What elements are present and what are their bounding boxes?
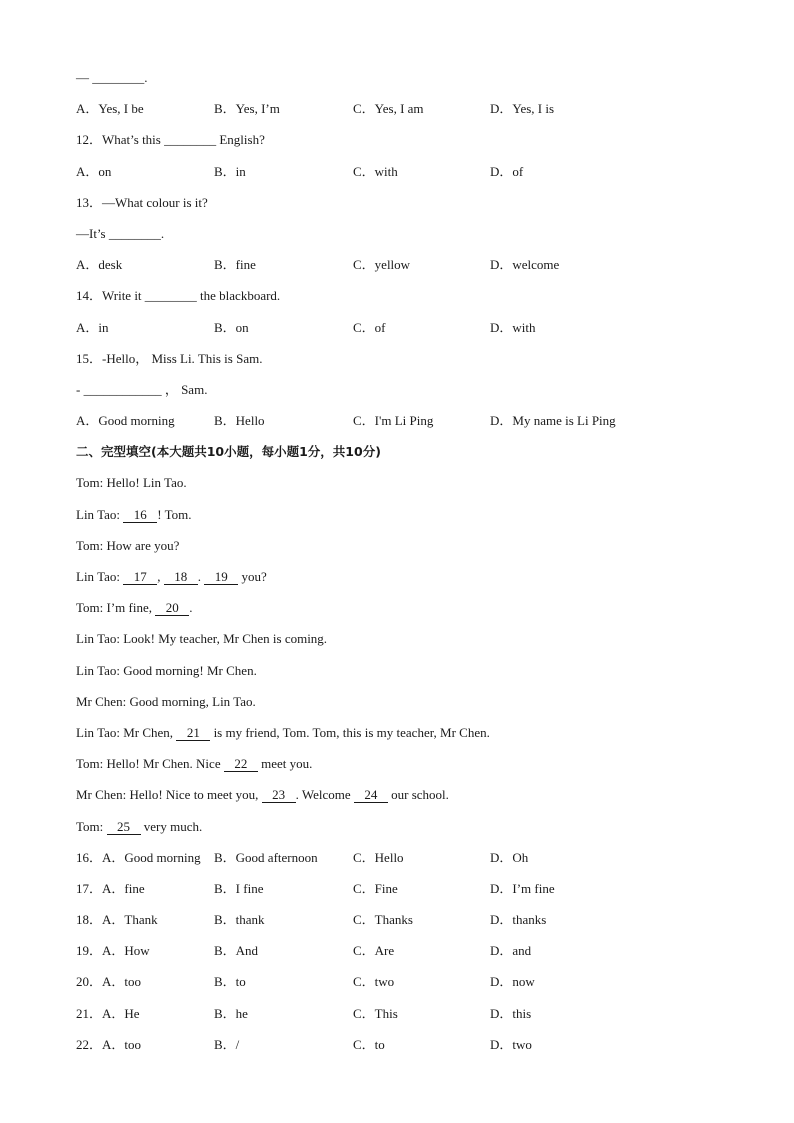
options-row [76, 998, 756, 1029]
option-b: B．Good afternoon [214, 849, 318, 865]
option-b: B．Yes, I’m [214, 101, 280, 117]
options-row [76, 966, 756, 997]
option-c: C．with [353, 163, 398, 179]
dialogue-text: ! Tom. [157, 506, 192, 522]
dialogue-line [76, 717, 756, 748]
dialogue-text: Tom: [76, 818, 107, 834]
blank-number: 18 [164, 570, 198, 585]
blank-number: 25 [107, 820, 141, 835]
option-d: D．two [490, 1036, 532, 1052]
option-b: B．to [214, 974, 246, 990]
option-c: C．two [353, 974, 395, 990]
dialogue-text: is my friend, Tom. Tom, this is my teacher, Mr Chen. [210, 724, 490, 740]
text-line: 14．Write it ________ the blackboard. [76, 288, 281, 304]
option-c: C．yellow [353, 257, 411, 273]
blank-number: 16 [123, 508, 157, 523]
option-c: C．Yes, I am [353, 101, 424, 117]
option-a: A．desk [76, 257, 123, 273]
option-d: D．Yes, I is [490, 101, 555, 117]
options-row [76, 842, 756, 873]
option-d: D．this [490, 1005, 532, 1021]
option-a: 19．A．How [76, 943, 150, 959]
option-b: B．fine [214, 257, 256, 273]
option-b: B．/ [214, 1036, 240, 1052]
blank-number: 21 [176, 726, 210, 741]
dialogue-text: you? [238, 569, 267, 584]
dialogue-text: Mr Chen: Hello! Nice to meet you, [76, 787, 262, 803]
options-row [76, 405, 756, 436]
option-c: C．Are [353, 943, 395, 959]
dialogue-text: . [189, 600, 193, 616]
option-a: 21．A．He [76, 1005, 140, 1021]
options-row [76, 249, 756, 280]
option-d: D．and [490, 943, 532, 959]
dialogue-line [76, 811, 756, 842]
text-line: Mr Chen: Good morning, Lin Tao. [76, 693, 256, 709]
dialogue-line [76, 561, 756, 592]
options-row [76, 1029, 756, 1060]
text-line: Tom: Hello! Lin Tao. [76, 475, 187, 491]
option-b: B．in [214, 163, 246, 179]
options-row [76, 93, 756, 124]
option-d: D．My name is Li Ping [490, 413, 616, 429]
option-c: C．of [353, 319, 386, 335]
option-c: C．Fine [353, 880, 398, 896]
text-line: 15．-Hello， Miss Li. This is Sam. [76, 350, 263, 366]
text-line: Tom: How are you? [76, 537, 180, 553]
dialogue-text: our school. [387, 787, 449, 803]
dialogue-line [76, 499, 756, 530]
option-a: A．Good morning [76, 413, 175, 429]
dialogue-text: Tom: Hello! Mr Chen. Nice [76, 756, 224, 772]
option-b: B．I fine [214, 880, 264, 896]
blank-number: 17 [123, 570, 157, 585]
option-d: D．thanks [490, 912, 547, 928]
option-a: A．Yes, I be [76, 101, 144, 117]
options-row [76, 935, 756, 966]
option-c: C．Hello [353, 849, 404, 865]
options-row [76, 904, 756, 935]
dialogue-line [76, 779, 756, 810]
options-row [76, 312, 756, 343]
option-b: B．thank [214, 912, 265, 928]
dialogue-text: . Welcome [295, 787, 354, 803]
blank-number: 22 [224, 757, 258, 772]
option-d: D．now [490, 974, 535, 990]
option-a: A．in [76, 319, 109, 335]
text-line: 13．—What colour is it? [76, 194, 208, 210]
option-a: 22．A．too [76, 1036, 142, 1052]
dialogue-text: . [197, 569, 205, 584]
option-c: C．Thanks [353, 912, 413, 928]
text-line: Lin Tao: Good morning! Mr Chen. [76, 662, 257, 678]
section-heading: 二、完型填空(本大题共10小题，每小题1分，共10分) [76, 444, 381, 460]
options-row [76, 156, 756, 187]
text-line: Lin Tao: Look! My teacher, Mr Chen is coming. [76, 631, 328, 647]
option-a: 20．A．too [76, 974, 142, 990]
option-b: B．And [214, 943, 259, 959]
blank-number: 20 [155, 601, 189, 616]
option-d: D．welcome [490, 257, 560, 273]
option-b: B．Hello [214, 413, 265, 429]
blank-number: 19 [204, 570, 238, 585]
option-a: 18．A．Thank [76, 912, 158, 928]
option-c: C．I'm Li Ping [353, 413, 434, 429]
option-a: 17．A．fine [76, 880, 145, 896]
option-b: B．he [214, 1005, 248, 1021]
option-c: C．to [353, 1036, 385, 1052]
dialogue-line [76, 748, 756, 779]
dialogue-text: Lin Tao: [76, 569, 124, 584]
text-line: - ____________ ， Sam. [76, 381, 208, 397]
option-b: B．on [214, 319, 249, 335]
option-d: D．Oh [490, 849, 529, 865]
dialogue-text: Lin Tao: [76, 506, 124, 522]
blank-number: 24 [354, 788, 388, 803]
option-c: C．This [353, 1005, 398, 1021]
text-line: —It’s ________. [76, 225, 165, 241]
option-d: D．I’m fine [490, 880, 555, 896]
dialogue-text: Lin Tao: Mr Chen, [76, 724, 177, 740]
dialogue-text: , [157, 569, 164, 584]
dialogue-text: Tom: I’m fine, [76, 600, 156, 616]
text-line: 12．What’s this ________ English? [76, 132, 265, 148]
option-d: D．of [490, 163, 524, 179]
option-d: D．with [490, 319, 536, 335]
dialogue-text: meet you. [257, 756, 313, 772]
exam-page [76, 62, 756, 1060]
option-a: 16．A．Good morning [76, 849, 201, 865]
option-a: A．on [76, 163, 112, 179]
blank-number: 23 [262, 788, 296, 803]
dialogue-text: very much. [140, 818, 203, 834]
options-row [76, 873, 756, 904]
dialogue-line [76, 592, 756, 623]
text-line: — ________. [76, 70, 148, 85]
